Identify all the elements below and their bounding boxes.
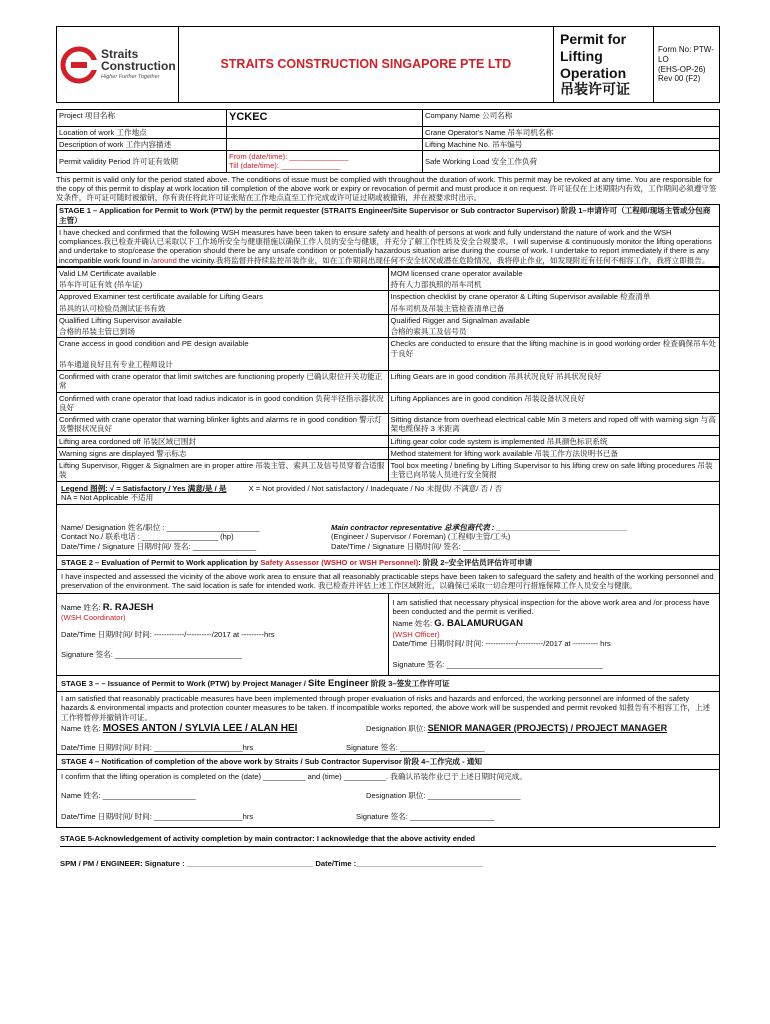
- stage-2-declaration: I have inspected and assessed the vicinity of the above work area to ensure that all reasonably practicable steps have been taken to safeguard the safety and health of the working personnel and preservation of the environment. The said location is safe for intended work. 我已检查并评估上述工作区域附近，以确保已采取一切合理可行措施保障工作人员安全与健康。: [56, 570, 720, 593]
- stage-1-declaration-b: the vicinity.我将监督并持续监控吊装作业，如在工作期间出现任何不安全状况或潜在危险情况，我将停止作业，如发现附近有任何不相容工作，我将立即报告。: [176, 255, 710, 265]
- crane-operator-label[interactable]: Crane Operator's Name 吊车司机名称: [423, 126, 720, 138]
- right-name-label: Name 姓名:: [392, 619, 433, 629]
- checklist-item-left[interactable]: 合格的吊装主管已到场: [57, 326, 389, 338]
- checklist-row: [57, 338, 720, 359]
- left-name-label: Name 姓名:: [61, 602, 101, 612]
- logo-cell: [57, 27, 179, 103]
- checklist-item-left[interactable]: 吊车通道良好且有专业工程师设计: [57, 359, 389, 371]
- main-contractor-sign[interactable]: Date/Time / Signature 日期/时间/ 签名: _______________________: [331, 541, 560, 551]
- stage-3-declaration: I am satisfied that reasonably practicable measures have been implemented through proper evaluation of risks and hazards and enforced, the working personnel are informed of the safety hazards & environmental impacts and protection counter measures to be taken. If incompatible works reported, the above work will be suspended and permit revoked 如报告有不相容工作，上述工作将暂停并撤销许可证。: [61, 694, 711, 722]
- checklist-item-left[interactable]: Warning signs are displayed 警示标志: [57, 447, 389, 459]
- logo-line-2: Construction: [101, 59, 176, 74]
- checklist-item-right[interactable]: Checks are conducted to ensure that the lifting machine is in good working order 检查确保吊车处于良好: [388, 338, 720, 359]
- checklist-row: [57, 392, 720, 414]
- checklist-item-left[interactable]: 吊具的认可检验员测试证书有效: [57, 303, 389, 315]
- legend-x: X = Not provided / Not satisfactory / Inadequate / No 未提供/ 不满意/ 否 / 否: [248, 483, 502, 493]
- assessor-signature[interactable]: Signature 签名: ______________________________: [61, 649, 242, 659]
- stage-3-title: [56, 676, 720, 693]
- checklist-item-right[interactable]: Qualified Rigger and Signalman available: [388, 314, 720, 326]
- stage-1: [56, 204, 720, 267]
- legend-main: Legend 图例: √ = Satisfactory / Yes 满意/是 / 是: [61, 483, 227, 493]
- stage-3-title-c: 阶段 3–签发工作许可证: [368, 678, 450, 688]
- checklist-row: [57, 303, 720, 315]
- checklist-item-right[interactable]: 合格的索具工及信号员: [388, 326, 720, 338]
- checklist-item-left[interactable]: Lifting Supervisor, Rigger & Signalmen are in proper attire 吊装主管、索具工及信号员穿着合适服装: [57, 460, 389, 482]
- checklist-item-right[interactable]: Method statement for lifting work available 吊装工作方法说明书已备: [388, 447, 720, 459]
- checklist-item-left[interactable]: Lifting area cordoned off 吊装区域已围封: [57, 435, 389, 447]
- project-label: Project 项目名称: [57, 110, 227, 126]
- checklist-item-left[interactable]: Confirmed with crane operator that limit switches are functioning properly 已确认限位开关功能正常: [57, 371, 389, 393]
- checklist-item-left[interactable]: Valid LM Certificate available: [57, 267, 389, 279]
- checklist-item-right[interactable]: 吊车司机及吊装主管检查清单已备: [388, 303, 720, 315]
- checklist-item-left[interactable]: Qualified Lifting Supervisor available: [57, 314, 389, 326]
- stage-1-signatures: [56, 505, 720, 556]
- checklist-row: [57, 291, 720, 303]
- description-label[interactable]: Description of work 工作内容描述: [57, 138, 227, 150]
- stage-3-body: [56, 692, 720, 755]
- permit-title: [554, 27, 654, 103]
- validity-label: Permit validity Period 许可证有效期: [57, 151, 227, 173]
- machine-label[interactable]: Lifting Machine No. 吊车编号: [423, 138, 720, 150]
- checklist-row: [57, 435, 720, 447]
- form-code: (EHS-OP-26): [658, 64, 706, 74]
- stage-1-checklist: [56, 267, 720, 482]
- form-number: [654, 27, 720, 103]
- assessor-name: R. RAJESH: [102, 601, 154, 613]
- stage-2-title-a: STAGE 2 – Evaluation of Permit to Work application by: [61, 557, 261, 567]
- stage-1-declaration-around: /around: [151, 255, 177, 265]
- supervisor-date[interactable]: Date/Time 日期/时间/ 时间: _____________________hrs: [61, 812, 254, 822]
- supervisor-signature[interactable]: Signature 签名: ____________________: [356, 812, 495, 822]
- checklist-row: [57, 414, 720, 436]
- validity-notice: This permit is valid only for the period stated above. The conditions of issue must be complied with throughout the duration of work. This permit may be revoked at any time. You are responsible for the copy of this permit to display at work location till completion of the above work or expiry or revocation of permit and must produce it on request. 许可证仅在上述期限内有效，工作期间必须遵守签发条件，许可证可随时被撤销，你有责任将此许可证张贴在工作地点直至工作完成或许可证过期或被撤销，并在被要求时出示。: [56, 174, 717, 203]
- till-field[interactable]: Till (date/time): ______________: [229, 161, 341, 171]
- checklist-item-right[interactable]: [388, 359, 720, 371]
- permit-form: [56, 26, 720, 868]
- main-contractor-title[interactable]: Main contractor representative 总承包商代表 : _______________________________: [331, 523, 628, 533]
- company-label[interactable]: Company Name 公司名称: [423, 110, 720, 126]
- requester-sign-block[interactable]: [61, 523, 331, 551]
- stage-2-left[interactable]: [57, 593, 389, 675]
- requester-name[interactable]: Name/ Designation 姓名/职位 : ______________________: [61, 523, 260, 533]
- stage-2-title-red: Safety Assessor (WSHO or WSH Personnel): [260, 557, 419, 567]
- checklist-item-right[interactable]: Lifting Gears are in good condition 吊具状况良好 吊具状况良好: [388, 371, 720, 393]
- checklist-row: [57, 447, 720, 459]
- officer-role: (WSH Officer): [392, 629, 440, 639]
- main-contractor-role: (Engineer / Supervisor / Foreman) (工程师/主管/工头): [331, 532, 511, 542]
- assessor-date[interactable]: Date/Time 日期/时间/ 时间: ------------/----------/2017 at ---------hrs: [61, 630, 275, 640]
- pm-designation-label: Designation 职位:: [366, 723, 426, 733]
- stage-2-title-b: : 阶段 2–安全评估员评估许可申请: [418, 557, 533, 567]
- permit-title-cn: 吊装许可证: [560, 81, 630, 98]
- checklist-row: [57, 371, 720, 393]
- stage-5-title: STAGE 5-Acknowledgement of activity completion by main contractor: I acknowledge that the above activity ended: [60, 834, 716, 846]
- checklist-row: [57, 279, 720, 291]
- supervisor-designation[interactable]: Designation 职位: ______________________: [366, 790, 521, 800]
- company-logo-icon: [59, 45, 99, 85]
- stage-4-title: STAGE 4 – Notification of completion of the above work by Straits / Sub Contractor Supervisor 阶段 4–工作完成 - 通知: [56, 755, 720, 769]
- checklist-item-right[interactable]: Sitting distance from overhead electrical cable Min 3 meters and roped off with warning sign 与高架电缆保持 3 米距离: [388, 414, 720, 436]
- stage-2-right[interactable]: [388, 593, 720, 675]
- company-name: STRAITS CONSTRUCTION SINGAPORE PTE LTD: [178, 27, 553, 103]
- project-value[interactable]: YCKEC: [227, 110, 423, 126]
- checklist-item-left[interactable]: 吊车许可证有效 (吊车证): [57, 279, 389, 291]
- officer-declaration: I am satisfied that necessary physical inspection for the above work area and /or process have been conducted and the permit is verified.: [392, 597, 710, 616]
- from-field[interactable]: From (date/time): ______________: [229, 152, 349, 162]
- checklist-item-right[interactable]: MOM licensed crane operator available: [388, 267, 720, 279]
- officer-signature[interactable]: Signature 签名: _____________________________________: [392, 660, 603, 670]
- checklist-item-right[interactable]: Lifting Appliances are in good condition 吊装设备状况良好: [388, 392, 720, 414]
- checklist-item-left[interactable]: Crane access in good condition and PE design available: [57, 338, 389, 359]
- logo-line-1: Straits: [101, 47, 139, 62]
- checklist-item-right[interactable]: 持有人力部执照的吊车司机: [388, 279, 720, 291]
- supervisor-name[interactable]: Name 姓名: ______________________: [61, 790, 196, 800]
- checklist-row: [57, 359, 720, 371]
- stage-4-body: [56, 770, 720, 829]
- location-label[interactable]: Location of work 工作地点: [57, 126, 227, 138]
- checklist-item-right[interactable]: Inspection checklist by crane operator & Lifting Supervisor available 检查清单: [388, 291, 720, 303]
- pm-name-label: Name 姓名:: [61, 723, 101, 733]
- stage-1-title: STAGE 1 – Application for Permit to Work (PTW) by the permit requester (STRAITS Engineer/Site Supervisor or Sub contractor Supervisor) 阶段 1–申请许可（工程师/现场主管或分包商主管）: [57, 205, 720, 227]
- checklist-item-left[interactable]: Confirmed with crane operator that load radius indicator is in good condition 负荷半径指示器状况良好: [57, 392, 389, 414]
- form-header: [56, 26, 720, 103]
- permit-title-en: Permit for Lifting Operation: [560, 31, 627, 81]
- checklist-item-right[interactable]: Lifting gear color code system is implemented 吊具颜色标识系统: [388, 435, 720, 447]
- officer-name: G. BALAMURUGAN: [434, 618, 523, 630]
- stage-1-declaration-a: I have checked and confirmed that the following WSH measures have been taken to ensure safety and health of persons at work and fully understand the nature of work and the WSH compliances.我已检查并确认已采取以下工作场所安全与健康措施以确保工作人员的安全与健康，并充分了解工作性质及安全合规要求。I will supervise & continuously monitor the lifting operations and undertake to stop/cease the operation should there be any unsafe condition or potentially hazardous situation arise during the course of work. I undertake to report immediately if there is any incompatible work found in: [59, 227, 712, 265]
- stage-5: [56, 828, 720, 868]
- stage-1-legend: [56, 482, 720, 506]
- stage-4-confirm[interactable]: I confirm that the lifting operation is completed on the (date) __________ and (time) __________. 我确认吊装作业已于上述日期时间完成。: [61, 771, 527, 781]
- logo-tagline: Higher Further Together: [101, 74, 160, 81]
- assessor-role: (WSH Coordinator): [61, 613, 126, 623]
- pm-designation: SENIOR MANAGER (PROJECTS) / PROJECT MANAGER: [427, 722, 668, 733]
- info-grid: [56, 109, 720, 172]
- stage-3-title-a: STAGE 3 – – Issuance of Permit to Work (PTW) by Project Manager /: [61, 678, 308, 688]
- checklist-row: [57, 326, 720, 338]
- swl-label[interactable]: Safe Working Load 安全工作负荷: [423, 151, 720, 173]
- stage-2-title: [56, 556, 720, 570]
- checklist-row: [57, 460, 720, 482]
- stage-5-signature[interactable]: SPM / PM / ENGINEER: Signature : ______________________________ Date/Time :______________________________: [60, 858, 483, 868]
- checklist-row: [57, 314, 720, 326]
- validity-fields[interactable]: [227, 151, 423, 173]
- stage-1-declaration: [57, 226, 720, 266]
- requester-datetime[interactable]: Date/Time / Signature 日期/时间/ 签名: _______________: [61, 541, 257, 551]
- company-logo: [59, 45, 176, 85]
- checklist-row: [57, 267, 720, 279]
- pm-name: MOSES ANTON / SYLVIA LEE / ALAN HEI: [102, 722, 298, 734]
- officer-date[interactable]: Date/Time 日期/时间/ 时间: ------------/----------/2017 at ---------- hrs: [392, 638, 611, 648]
- pm-date[interactable]: Date/Time 日期/时间/ 时间: _____________________hrs: [61, 743, 254, 753]
- legend-na: NA = Not Applicable 不适用: [61, 492, 154, 502]
- stage-3-title-b: Site Engineer: [308, 677, 369, 689]
- checklist-item-right[interactable]: Tool box meeting / briefing by Lifting Supervisor to his lifting crew on safe lifting procedures 吊装主管已向吊装人员进行安全简报: [388, 460, 720, 482]
- main-contractor-block[interactable]: [331, 523, 627, 551]
- requester-contact[interactable]: Contact No./ 联系电话 : __________________ (hp): [61, 532, 234, 542]
- form-rev: Rev 00 (F2): [658, 74, 701, 84]
- checklist-item-left[interactable]: Confirmed with crane operator that warning blinker lights and alarms re in good condition 警示灯及警报状况良好: [57, 414, 389, 436]
- form-no: Form No: PTW-LO: [658, 45, 714, 64]
- stage-2-signatures: [56, 593, 720, 676]
- checklist-item-left[interactable]: Approved Examiner test certificate available for Lifting Gears: [57, 291, 389, 303]
- pm-signature[interactable]: Signature 签名: ____________________: [346, 743, 485, 753]
